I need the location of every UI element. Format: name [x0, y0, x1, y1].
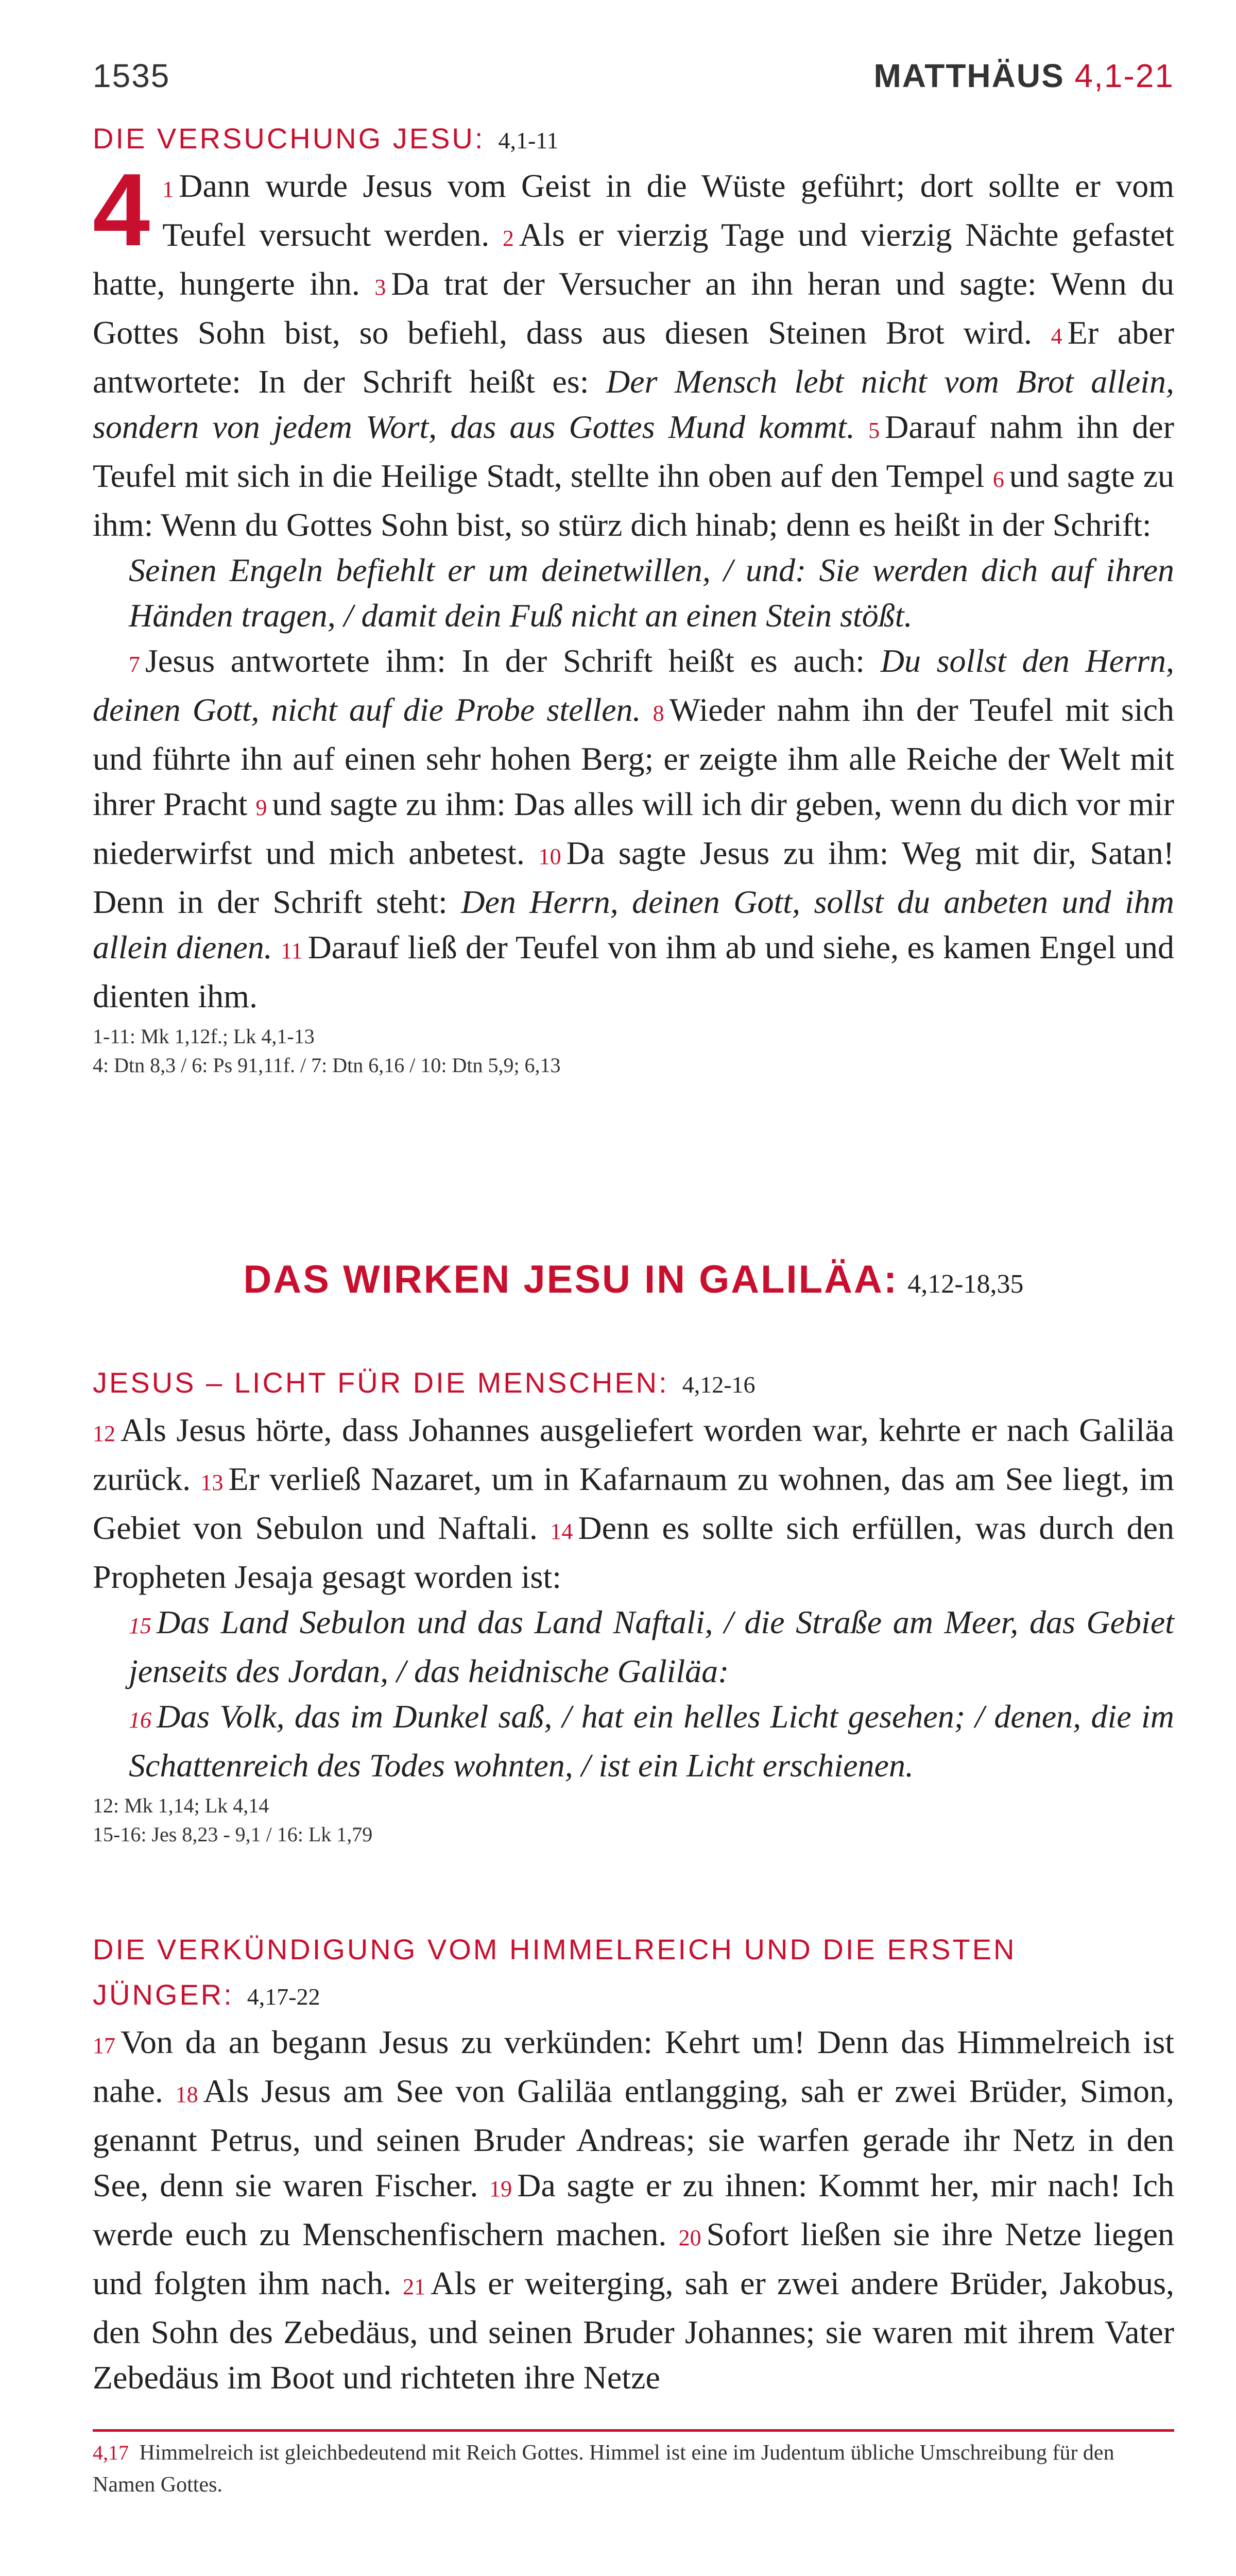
verse-text: Sofort ließen sie ihre Netze liegen und folgten ihm nach.: [93, 2216, 1174, 2301]
section-kingdom: [93, 1927, 1174, 2400]
verse-text: Als er weiterging, sah er zwei andere Brüder, Jakobus, den Sohn des Zebedäus, und seinen Bruder Johannes; sie waren mit ihrem Vater Zebedäus im Boot und richteten ihre Netze: [93, 2265, 1175, 2396]
section-heading-text: JESUS – LICHT FÜR DIE MENSCHEN:: [93, 1366, 669, 1399]
verse-text: Da sagte Jesus zu ihm: Weg mit dir, Satan! Denn in der Schrift steht:: [93, 835, 1175, 920]
verse-text: Von da an begann Jesus zu verkünden: Kehrt um! Denn das Himmelreich ist nahe.: [93, 2024, 1174, 2109]
verse-number: 14: [550, 1519, 573, 1544]
verse-number: 6: [992, 467, 1004, 492]
major-heading: [93, 1257, 1174, 1302]
section-temptation: [93, 116, 1174, 1080]
section-body: [93, 152, 1175, 1019]
scripture-citation: Das Land Sebulon und das Land Naftali, / die Straße am Meer, das Gebiet jenseits des Jordan, / das heidnische Galiläa:: [129, 1604, 1174, 1689]
section-heading: [93, 1927, 1174, 2020]
verse-number: 11: [281, 938, 303, 963]
verse-text: Da sagte er zu ihnen: Kommt her, mir nach! Ich werde euch zu Menschenfischern machen.: [93, 2167, 1175, 2252]
footnote-text: Himmelreich ist gleichbedeutend mit Reich Gottes. Himmel ist eine im Judentum übliche Umschreibung für den Namen Gottes.: [93, 2441, 1114, 2497]
cross-references: [93, 1022, 1174, 1080]
verse-number: 8: [653, 701, 664, 726]
book-reference: [873, 57, 1174, 95]
major-heading-ref: 4,12-18,35: [907, 1269, 1024, 1299]
scripture-quote: [93, 1600, 1174, 1694]
section-body: [93, 1408, 1174, 1788]
verse-number: 18: [175, 2082, 198, 2107]
major-heading-text: DAS WIRKEN JESU IN GALILÄA:: [243, 1258, 899, 1301]
chapter-dropcap: 4: [93, 152, 150, 267]
verse-text: Als Jesus am See von Galiläa entlangging, sah er zwei Brüder, Simon, genannt Petrus, und seinen Bruder Andreas; sie warfen gerade ihr Netz in den See, denn sie waren Fischer.: [93, 2073, 1175, 2204]
scripture-citation: Der Mensch lebt nicht vom Brot allein, sondern von jedem Wort, das aus Gottes Mund kommt.: [93, 363, 1174, 445]
verse-number: 21: [403, 2274, 426, 2299]
verse-number: 16: [129, 1707, 151, 1733]
chapter-reference: 4,1-21: [1074, 57, 1174, 94]
verse-text: Als Jesus hörte, dass Johannes ausgeliefert worden war, kehrte er nach Galiläa zurück.: [93, 1412, 1174, 1497]
scripture-quote: Seinen Engeln befiehlt er um deinetwillen, / und: Sie werden dich auf ihren Händen tragen, / damit dein Fuß nicht an einen Stein stößt.: [129, 552, 1174, 634]
paragraph: [93, 2020, 1174, 2400]
cross-references: [93, 1791, 1174, 1849]
verse-number: 17: [93, 2033, 115, 2058]
verse-number: 3: [374, 275, 386, 300]
verse-text: und sagte zu ihm: Wenn du Gottes Sohn bist, so stürz dich hinab; denn es heißt in der Schrift:: [93, 457, 1175, 543]
verse-text: Er aber antwortete: In der Schrift heißt es:: [93, 314, 1175, 400]
footnote: [93, 2437, 1174, 2501]
verse-number: 13: [200, 1470, 224, 1495]
cross-reference-line: 4: Dtn 8,3 / 6: Ps 91,11f. / 7: Dtn 6,16 / 10: Dtn 5,9; 6,13: [93, 1054, 561, 1077]
verse-number: 1: [162, 177, 174, 202]
page-number: 1535: [93, 57, 170, 94]
verse-text: Da trat der Versucher an ihn heran und sagte: Wenn du Gottes Sohn bist, so befiehl, dass aus diesen Steinen Brot wird.: [93, 265, 1175, 351]
footnote-ref: 4,17: [93, 2441, 129, 2464]
section-heading: [93, 1360, 1174, 1408]
scripture-citation: Den Herrn, deinen Gott, sollst du anbeten und ihm allein dienen.: [93, 884, 1175, 965]
running-header: [93, 57, 1174, 103]
verse-number: 15: [129, 1613, 151, 1638]
verse-text: Als er vierzig Tage und vierzig Nächte gefastet hatte, hungerte ihn.: [93, 216, 1175, 302]
section-heading: [93, 116, 1174, 163]
verse-text: Denn es sollte sich erfüllen, was durch den Propheten Jesaja gesagt worden ist:: [93, 1510, 1175, 1595]
verse-number: 10: [538, 844, 561, 869]
section-heading-ref: 4,12-16: [682, 1371, 756, 1398]
verse-number: 12: [93, 1421, 115, 1446]
paragraph: [93, 152, 1175, 548]
section-heading-ref: 4,1-11: [498, 127, 559, 154]
section-light: [93, 1360, 1174, 1849]
verse-number: 5: [868, 418, 880, 443]
paragraph: [93, 1408, 1174, 1600]
verse-number: 20: [678, 2225, 701, 2250]
section-heading-text: DIE VERKÜNDIGUNG VOM HIMMELREICH UND DIE ERSTEN JÜNGER:: [93, 1933, 1017, 2011]
scripture-citation: Das Volk, das im Dunkel saß, / hat ein helles Licht gesehen; / denen, die im Schattenreich des Todes wohnten, / ist ein Licht erschienen.: [129, 1698, 1174, 1784]
verse-text: Darauf nahm ihn der Teufel mit sich in die Heilige Stadt, stellte ihn oben auf den Tempel: [93, 409, 1174, 494]
section-heading-text: DIE VERSUCHUNG JESU:: [93, 122, 485, 155]
verse-text: Wieder nahm ihn der Teufel mit sich und führte ihn auf einen sehr hohen Berg; er zeigte ihm alle Reiche der Welt mit ihrer Pracht: [93, 691, 1175, 822]
cross-reference-line: 15-16: Jes 8,23 - 9,1 / 16: Lk 1,79: [93, 1823, 373, 1846]
section-body: [93, 2020, 1174, 2400]
scripture-quote: [93, 1694, 1174, 1788]
book-name: MATTHÄUS: [873, 57, 1065, 94]
verse-number: 19: [489, 2176, 512, 2201]
footnote-rule: [93, 2429, 1174, 2432]
section-heading-ref: 4,17-22: [247, 1984, 320, 2010]
verse-text: und sagte zu ihm: Das alles will ich dir geben, wenn du dich vor mir niederwirfst und mich anbetest.: [93, 786, 1175, 871]
cross-reference-line: 12: Mk 1,14; Lk 4,14: [93, 1794, 269, 1817]
cross-reference-line: 1-11: Mk 1,12f.; Lk 4,1-13: [93, 1025, 315, 1048]
verse-text: Er verließ Nazaret, um in Kafarnaum zu wohnen, das am See liegt, im Gebiet von Sebulon und Naftali.: [93, 1461, 1175, 1546]
verse-text: Darauf ließ der Teufel von ihm ab und siehe, es kamen Engel und dienten ihm.: [93, 929, 1174, 1014]
verse-number: 4: [1051, 324, 1062, 349]
scripture-citation: Du sollst den Herrn, deinen Gott, nicht auf die Probe stellen.: [93, 642, 1175, 728]
verse-text: Jesus antwortete ihm: In der Schrift heißt es auch:: [145, 642, 881, 679]
verse-number: 7: [129, 652, 140, 677]
verse-number: 9: [255, 795, 267, 820]
verse-text: Dann wurde Jesus vom Geist in die Wüste geführt; dort sollte er vom Teufel versucht werden.: [162, 167, 1174, 253]
paragraph: [93, 638, 1174, 1019]
verse-number: 2: [502, 226, 514, 251]
